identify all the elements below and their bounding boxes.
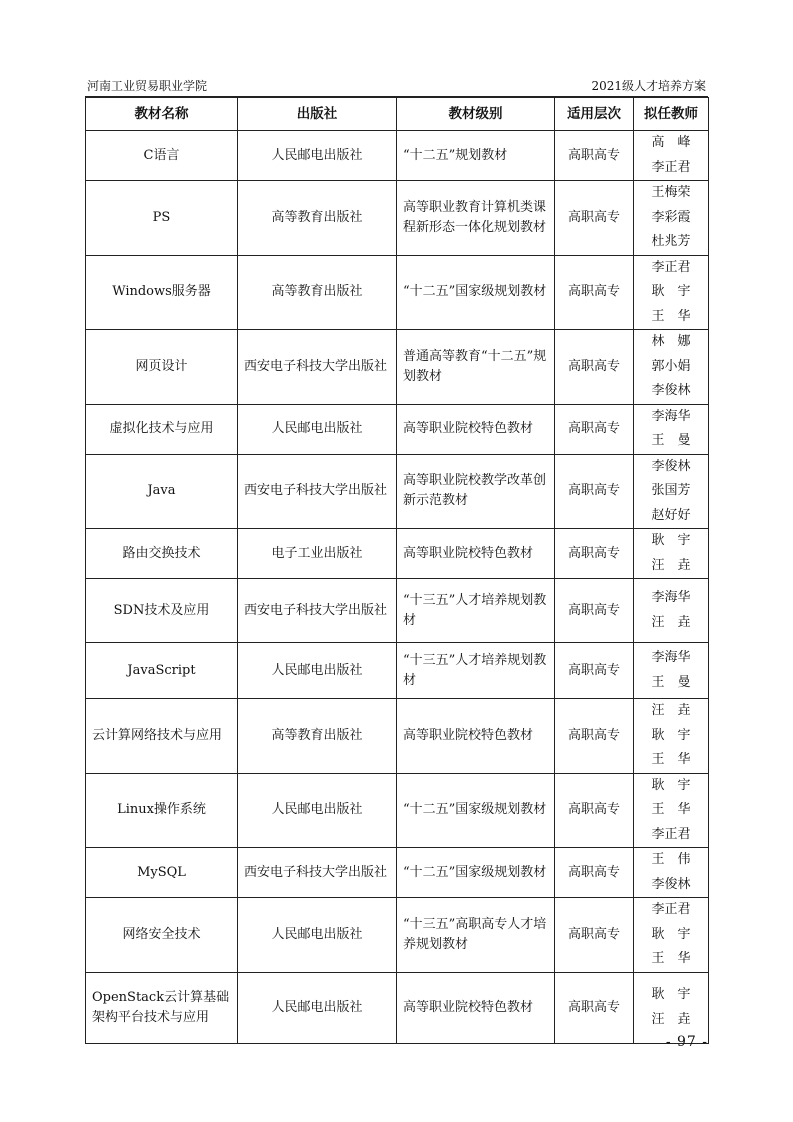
- textbook-name: 虚拟化技术与应用: [86, 404, 238, 454]
- teacher-name: 李正君: [651, 902, 691, 917]
- applicable-tier: 高职高专: [555, 579, 634, 643]
- applicable-tier: 高职高专: [555, 255, 634, 330]
- textbook-name: 网页设计: [86, 330, 238, 405]
- table-row: [86, 255, 709, 330]
- table-row: [86, 404, 709, 454]
- teachers: [634, 330, 709, 405]
- publisher: 西安电子科技大学出版社: [238, 330, 397, 405]
- table-row: [86, 330, 709, 405]
- publisher: 西安电子科技大学出版社: [238, 848, 397, 898]
- textbook-level: 高等职业院校特色教材: [397, 404, 555, 454]
- teacher-name: 林 娜: [651, 334, 691, 349]
- textbook-level: 高等职业院校特色教材: [397, 529, 555, 579]
- teacher-name: 高 峰: [651, 135, 691, 150]
- column-header-teachers: 拟任教师: [634, 98, 709, 131]
- textbook-name: JavaScript: [86, 643, 238, 699]
- teacher-name: 耿 宇: [651, 926, 691, 942]
- publisher: 西安电子科技大学出版社: [238, 454, 397, 529]
- publisher: 高等教育出版社: [238, 699, 397, 774]
- applicable-tier: 高职高专: [555, 699, 634, 774]
- textbook-table: [85, 97, 709, 1044]
- textbook-level: 高等职业教育计算机类课程新形态一体化规划教材: [397, 181, 555, 256]
- applicable-tier: 高职高专: [555, 330, 634, 405]
- publisher: 人民邮电出版社: [238, 972, 397, 1043]
- teacher-name: 李正君: [651, 259, 691, 275]
- teacher-name: 李海华: [651, 408, 691, 424]
- textbook-name: Linux操作系统: [86, 773, 238, 848]
- publisher: 高等教育出版社: [238, 255, 397, 330]
- applicable-tier: 高职高专: [555, 848, 634, 898]
- textbook-level: “十三五”人才培养规划教材: [397, 579, 555, 643]
- teacher-name: 耿 宇: [651, 777, 691, 793]
- publisher: 高等教育出版社: [238, 181, 397, 256]
- table-row: [86, 454, 709, 529]
- teachers: [634, 773, 709, 848]
- applicable-tier: 高职高专: [555, 643, 634, 699]
- teacher-name: 耿 宇: [651, 727, 691, 743]
- publisher: 人民邮电出版社: [238, 404, 397, 454]
- document-title: 2021级人才培养方案: [591, 79, 706, 93]
- publisher: 人民邮电出版社: [238, 131, 397, 181]
- teacher-name: 杜兆芳: [651, 234, 691, 249]
- column-header-name: 教材名称: [86, 98, 238, 131]
- column-header-publisher: 出版社: [238, 98, 397, 131]
- textbook-level: “十三五”高职高专人才培养规划教材: [397, 898, 555, 973]
- publisher: 西安电子科技大学出版社: [238, 579, 397, 643]
- teacher-name: 王 华: [651, 308, 691, 324]
- textbook-level: “十三五”人才培养规划教材: [397, 643, 555, 699]
- teacher-name: 李正君: [651, 159, 691, 175]
- table-row: [86, 579, 709, 643]
- publisher: 人民邮电出版社: [238, 773, 397, 848]
- publisher: 电子工业出版社: [238, 529, 397, 579]
- teacher-name: 郭小娟: [651, 358, 691, 374]
- teacher-name: 王 华: [651, 752, 691, 767]
- column-header-level: 教材级别: [397, 98, 555, 131]
- teacher-name: 汪 垚: [651, 703, 691, 718]
- textbook-name: 网络安全技术: [86, 898, 238, 973]
- teachers: [634, 131, 709, 181]
- teacher-name: 汪 垚: [651, 1011, 691, 1027]
- teacher-name: 耿 宇: [651, 533, 691, 548]
- table-header-row: [86, 98, 709, 131]
- textbook-level: 高等职业院校特色教材: [397, 699, 555, 774]
- page-number: - 97 -: [665, 1034, 708, 1050]
- teacher-name: 李海华: [651, 650, 691, 665]
- textbook-name: C语言: [86, 131, 238, 181]
- teacher-name: 王梅荣: [651, 185, 691, 200]
- table-row: [86, 131, 709, 181]
- publisher: 人民邮电出版社: [238, 898, 397, 973]
- teachers: [634, 404, 709, 454]
- teacher-name: 耿 宇: [651, 987, 691, 1002]
- teacher-name: 李俊林: [651, 383, 691, 398]
- applicable-tier: 高职高专: [555, 131, 634, 181]
- teacher-name: 李正君: [651, 826, 691, 842]
- teachers: [634, 579, 709, 643]
- applicable-tier: 高职高专: [555, 181, 634, 256]
- teacher-name: 李彩霞: [651, 209, 691, 225]
- textbook-name: MySQL: [86, 848, 238, 898]
- table-row: [86, 181, 709, 256]
- teachers: [634, 699, 709, 774]
- teacher-name: 赵好好: [651, 507, 691, 523]
- table-row: [86, 898, 709, 973]
- textbook-level: “十二五”国家级规划教材: [397, 848, 555, 898]
- textbook-level: “十二五”国家级规划教材: [397, 773, 555, 848]
- applicable-tier: 高职高专: [555, 454, 634, 529]
- applicable-tier: 高职高专: [555, 898, 634, 973]
- textbook-name: 云计算网络技术与应用: [86, 699, 238, 774]
- textbook-name: SDN技术及应用: [86, 579, 238, 643]
- teachers: [634, 898, 709, 973]
- publisher: 人民邮电出版社: [238, 643, 397, 699]
- teacher-name: 王 伟: [651, 852, 691, 867]
- table-row: [86, 972, 709, 1043]
- textbook-name: 路由交换技术: [86, 529, 238, 579]
- applicable-tier: 高职高专: [555, 404, 634, 454]
- teacher-name: 李俊林: [651, 458, 691, 474]
- table-row: [86, 643, 709, 699]
- table-row: [86, 529, 709, 579]
- textbook-level: 高等职业院校教学改革创新示范教材: [397, 454, 555, 529]
- textbook-name: OpenStack云计算基础架构平台技术与应用: [86, 972, 238, 1043]
- teacher-name: 李海华: [651, 590, 691, 605]
- teachers: [634, 643, 709, 699]
- teacher-name: 汪 垚: [651, 614, 691, 630]
- applicable-tier: 高职高专: [555, 972, 634, 1043]
- textbook-level: 高等职业院校特色教材: [397, 972, 555, 1043]
- textbook-name: Java: [86, 454, 238, 529]
- textbook-level: 普通高等教育“十二五”规划教材: [397, 330, 555, 405]
- textbook-level: “十二五”国家级规划教材: [397, 255, 555, 330]
- teacher-name: 王 曼: [651, 674, 691, 690]
- teacher-name: 汪 垚: [651, 557, 691, 573]
- teachers: [634, 972, 709, 1043]
- teacher-name: 李俊林: [651, 876, 691, 892]
- applicable-tier: 高职高专: [555, 773, 634, 848]
- teachers: [634, 454, 709, 529]
- textbook-name: Windows服务器: [86, 255, 238, 330]
- table-row: [86, 848, 709, 898]
- teacher-name: 王 曼: [651, 433, 691, 448]
- textbook-level: “十二五”规划教材: [397, 131, 555, 181]
- institution-name: 河南工业贸易职业学院: [87, 79, 208, 93]
- teachers: [634, 848, 709, 898]
- teacher-name: 张国芳: [651, 483, 691, 498]
- teacher-name: 耿 宇: [651, 284, 691, 299]
- running-header: [85, 76, 708, 96]
- teachers: [634, 529, 709, 579]
- applicable-tier: 高职高专: [555, 529, 634, 579]
- teacher-name: 王 华: [651, 951, 691, 966]
- teachers: [634, 181, 709, 256]
- teacher-name: 王 华: [651, 802, 691, 817]
- textbook-name: PS: [86, 181, 238, 256]
- teachers: [634, 255, 709, 330]
- column-header-tier: 适用层次: [555, 98, 634, 131]
- table-row: [86, 773, 709, 848]
- table-row: [86, 699, 709, 774]
